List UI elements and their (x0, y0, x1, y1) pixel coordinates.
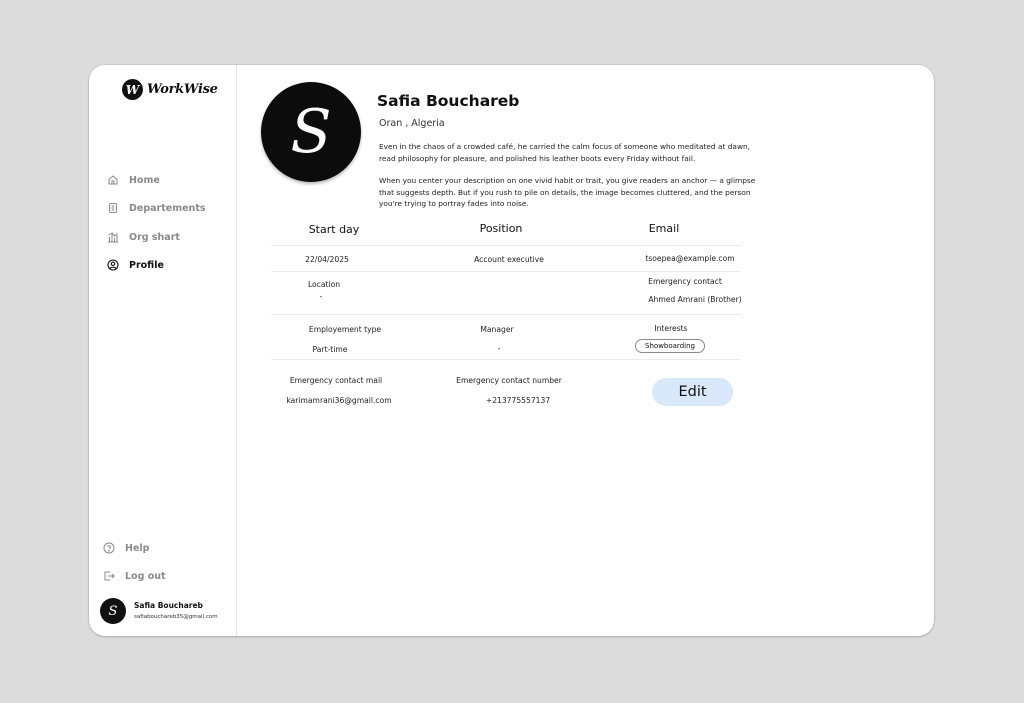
interest-tag: Showboarding (635, 339, 705, 353)
divider (271, 245, 741, 246)
sidebar-item-label: Departements (129, 202, 206, 214)
help-button[interactable] (103, 542, 149, 554)
manager-label: Manager (480, 325, 514, 334)
brand-logo[interactable] (122, 79, 218, 100)
logo-mark-icon: W (122, 79, 143, 100)
employment-type-value: Part-time (312, 345, 348, 354)
profile-name: Safia Bouchareb (377, 92, 520, 110)
sidebar-item-label: Home (129, 174, 160, 186)
sidebar-item-profile[interactable] (107, 259, 164, 271)
sidebar (89, 65, 237, 636)
email-value: tsoepea@example.com (645, 254, 735, 263)
start-day-header: Start day (308, 223, 360, 236)
divider (271, 359, 741, 360)
employment-type-label: Employement type (308, 325, 382, 334)
avatar: S (100, 598, 126, 624)
manager-value: - (497, 344, 501, 353)
emergency-number-label: Emergency contact number (456, 376, 562, 385)
location-value: - (319, 292, 323, 301)
logout-button[interactable] (103, 570, 166, 582)
position-value: Account executive (474, 255, 544, 264)
emergency-mail-value: karimamrani36@gmail.com (286, 396, 392, 405)
start-day-value: 22/04/2025 (305, 255, 349, 264)
interests-label: Interests (654, 324, 688, 333)
email-header: Email (648, 222, 680, 235)
emergency-contact-label: Emergency contact (648, 277, 722, 286)
location-label: Location (307, 280, 341, 289)
logout-label: Log out (125, 570, 166, 582)
logout-icon (103, 570, 115, 582)
app-window (89, 65, 934, 636)
current-user-card[interactable] (100, 598, 218, 624)
brand-name: WorkWise (147, 82, 218, 97)
divider (271, 314, 741, 315)
help-label: Help (125, 542, 150, 554)
sidebar-item-org-shart[interactable] (107, 231, 180, 243)
position-header: Position (479, 222, 523, 235)
sidebar-item-label: Org shart (129, 231, 180, 243)
help-icon (103, 542, 115, 554)
profile-location: Oran , Algeria (379, 118, 445, 129)
divider (271, 271, 741, 272)
sidebar-item-departements[interactable] (107, 202, 206, 214)
emergency-mail-label: Emergency contact mail (289, 376, 383, 385)
profile-bio-paragraph: When you center your description on one vivid habit or trait, you give readers an anchor — a glimpse that suggests depth. But if you rush to pile on details, the image becomes cluttered, and the person you're trying to portray fades into noise. (379, 176, 756, 208)
user-circle-icon (107, 259, 119, 271)
current-user-name: Safia Bouchareb (134, 601, 203, 611)
sidebar-item-label: Profile (129, 259, 164, 271)
building-icon (107, 202, 119, 214)
emergency-number-value: +213775557137 (485, 396, 551, 405)
emergency-contact-value: Ahmed Amrani (Brother) (648, 295, 742, 304)
org-chart-icon (107, 231, 119, 243)
home-icon (107, 174, 119, 186)
current-user-email: safiabouchareb35@gmail.com (134, 613, 218, 620)
profile-photo: S (261, 82, 361, 182)
profile-bio-paragraph: Even in the chaos of a crowded café, he carried the calm focus of someone who meditated at dawn, read philosophy for pleasure, and polished his leather boots every Friday without fail. (379, 142, 751, 163)
edit-button[interactable]: Edit (652, 378, 733, 406)
sidebar-item-home[interactable] (107, 174, 160, 186)
profile-content (237, 65, 934, 636)
